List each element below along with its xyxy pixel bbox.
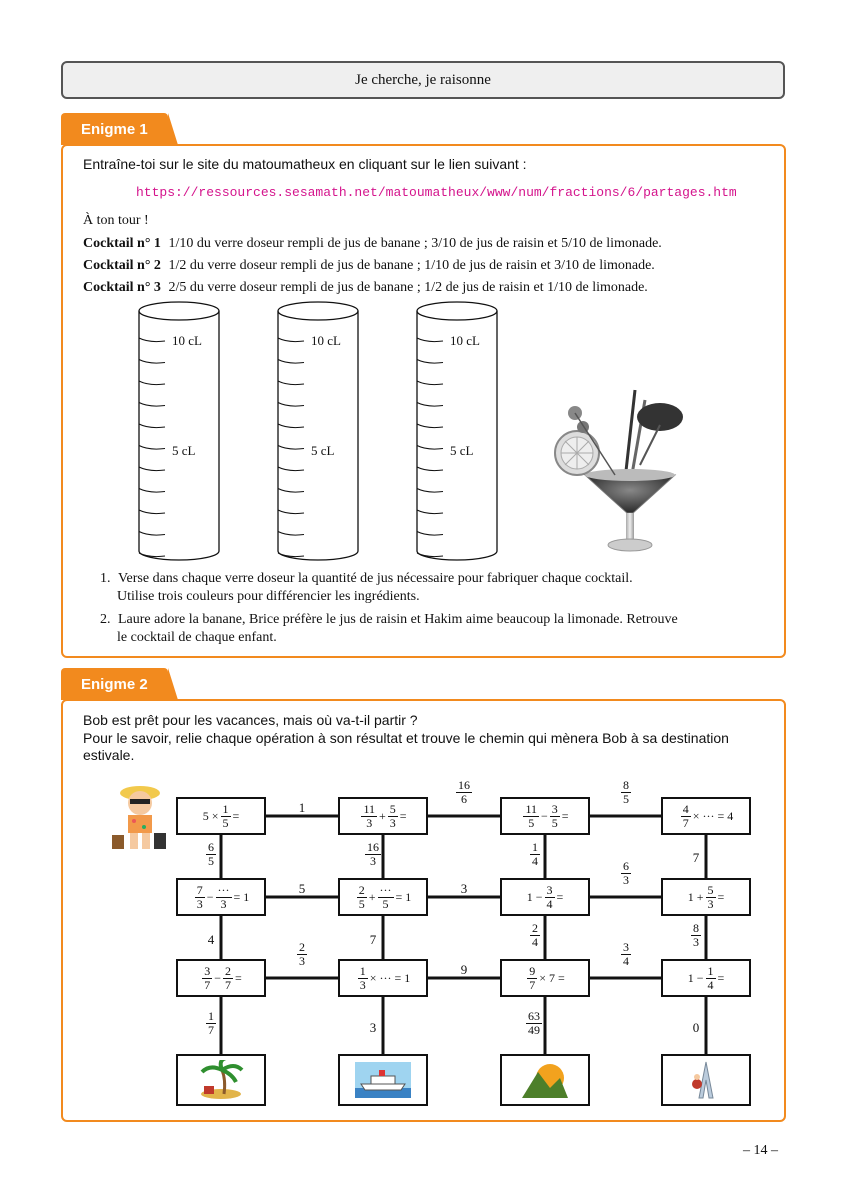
frac-num: ··· <box>217 882 230 897</box>
op-text: − <box>214 970 221 985</box>
edge-h2a: 5 <box>298 881 306 896</box>
op-r1c2[interactable] <box>338 797 428 835</box>
op-text: = <box>399 808 407 823</box>
op-text: + <box>368 889 376 904</box>
op-r2c3[interactable] <box>500 878 590 916</box>
op-text: = <box>232 808 240 823</box>
edge-v3a: $\frac{1}{7}$ <box>208 1009 214 1037</box>
destination-island[interactable] <box>176 1054 266 1106</box>
frac-den: 7 <box>225 977 231 992</box>
frac-den: 3 <box>196 896 203 911</box>
frac-den: 3 <box>389 815 396 830</box>
frac-num: 1 <box>359 963 366 978</box>
your-turn-text: À ton tour ! <box>83 213 149 228</box>
frac-den: 3 <box>359 977 366 992</box>
frac-den: 5 <box>222 815 229 830</box>
op-text: − <box>541 808 548 823</box>
edge-v3c: $\frac{63}{49}$ <box>528 1009 540 1037</box>
edge-h3c: $\frac{3}{4}$ <box>623 940 629 968</box>
frac-num: 9 <box>529 963 536 978</box>
frac-num: 2 <box>358 882 365 897</box>
op-r3c3[interactable] <box>500 959 590 997</box>
frac-num: 5 <box>707 882 714 897</box>
edge-v2c: $\frac{2}{4}$ <box>532 921 538 949</box>
frac-num: 1 <box>222 801 229 816</box>
page-title: Je cherche, je raisonne <box>355 71 491 88</box>
edge-h1c: $\frac{8}{5}$ <box>623 778 629 806</box>
frac-den: 5 <box>528 815 535 830</box>
frac-num: 7 <box>196 882 203 897</box>
frac-num: 2 <box>225 963 231 978</box>
op-text: = <box>717 970 725 985</box>
question-2-number: 2. <box>100 612 111 627</box>
op-r1c4[interactable] <box>661 797 751 835</box>
frac-num: 3 <box>546 882 553 897</box>
op-text: 1 − <box>526 889 543 904</box>
edge-h3b: 9 <box>460 962 468 977</box>
frac-num: 3 <box>551 801 558 816</box>
frac-num: 3 <box>204 963 211 978</box>
cylinder-1-label-5cl: 5 cL <box>172 443 196 458</box>
question-1-text-cont: Utilise trois couleurs pour différencier les ingrédients. <box>117 589 420 604</box>
cocktail-1-label: Cocktail n° 1 <box>83 236 161 251</box>
frac-num: 4 <box>682 801 689 816</box>
cruise-ship-icon <box>353 1060 413 1100</box>
frac-num: 11 <box>525 801 537 816</box>
edge-h1b: $\frac{16}{6}$ <box>458 778 470 806</box>
op-text: × 7 = <box>539 970 565 985</box>
enigme-1-tab-label: Enigme 1 <box>81 120 148 138</box>
frac-num: ··· <box>379 882 392 897</box>
edge-v1c: $\frac{1}{4}$ <box>532 840 538 868</box>
edge-v1d: 7 <box>692 850 700 865</box>
page-number: – 14 – <box>743 1143 778 1158</box>
frac-den: 3 <box>366 815 373 830</box>
enigme-1-intro: Entraîne-toi sur le site du matoumatheux en cliquant sur le lien suivant : <box>83 156 527 172</box>
cylinder-2-label-5cl: 5 cL <box>311 443 335 458</box>
cylinder-1-label-10cl: 10 cL <box>172 333 202 348</box>
frac-den: 5 <box>358 896 365 911</box>
op-text: − <box>206 889 214 904</box>
edge-v3b: 3 <box>369 1020 377 1035</box>
edge-v2a: 4 <box>207 932 215 947</box>
op-text: × ··· = 4 <box>692 808 734 823</box>
sun-mountain-icon <box>520 1058 570 1102</box>
op-r3c1[interactable] <box>176 959 266 997</box>
cocktail-2-label: Cocktail n° 2 <box>83 258 161 273</box>
edge-h2c: $\frac{6}{3}$ <box>623 859 629 887</box>
frac-den: 3 <box>707 896 714 911</box>
destination-cruise[interactable] <box>338 1054 428 1106</box>
cylinder-2-label-10cl: 10 cL <box>311 333 341 348</box>
edge-h2b: 3 <box>460 881 468 896</box>
enigme-2-intro-3: estivale. <box>83 747 135 763</box>
op-text: = <box>717 889 725 904</box>
edge-h1a: 1 <box>298 800 306 815</box>
op-text: = <box>561 808 569 823</box>
frac-den: 7 <box>682 815 689 830</box>
question-1-number: 1. <box>100 571 111 586</box>
op-text: 5 × <box>202 808 219 823</box>
frac-den: 4 <box>546 896 553 911</box>
palm-island-icon <box>196 1060 246 1100</box>
question-2-text-cont: le cocktail de chaque enfant. <box>117 630 277 645</box>
edge-v1a: $\frac{6}{5}$ <box>208 840 214 868</box>
edge-v2b: 7 <box>369 932 377 947</box>
enigme-2-intro-1: Bob est prêt pour les vacances, mais où va-t-il partir ? <box>83 712 418 728</box>
cocktail-2-text: 1/2 du verre doseur rempli de jus de banane ; 1/10 de jus de raisin et 3/10 de limonade. <box>168 258 655 273</box>
op-text: 1 − <box>687 970 704 985</box>
op-text: 1 + <box>687 889 704 904</box>
op-r2c1[interactable] <box>176 878 266 916</box>
frac-den: 7 <box>204 977 211 992</box>
cocktail-3-text: 2/5 du verre doseur rempli de jus de banane ; 1/2 de jus de raisin et 1/10 de limonade. <box>168 280 648 295</box>
frac-den: 7 <box>529 977 536 992</box>
cocktail-3-label: Cocktail n° 3 <box>83 280 161 295</box>
enigme-2-intro-2: Pour le savoir, relie chaque opération à son résultat et trouve le chemin qui mènera Bob à sa destination <box>83 730 729 746</box>
question-2-text: Laure adore la banane, Brice préfère le jus de raisin et Hakim aime beaucoup la limonade. Retrouve <box>118 612 678 627</box>
cylinder-3-label-10cl: 10 cL <box>450 333 480 348</box>
eiffel-tower-icon <box>681 1058 731 1102</box>
frac-den: 3 <box>220 896 227 911</box>
destination-paris[interactable] <box>661 1054 751 1106</box>
op-text: = 1 <box>233 889 250 904</box>
frac-den: 5 <box>382 896 389 911</box>
cylinder-3-label-5cl: 5 cL <box>450 443 474 458</box>
edge-v1b: $\frac{16}{3}$ <box>367 840 379 868</box>
op-text: = 1 <box>395 889 412 904</box>
op-r1c3[interactable] <box>500 797 590 835</box>
op-text: + <box>379 808 386 823</box>
matoumatheux-link[interactable]: https://ressources.sesamath.net/matoumatheux/www/num/fractions/6/partages.htm <box>136 185 737 200</box>
enigme-2-tab-label: Enigme 2 <box>81 675 148 693</box>
cocktail-1-text: 1/10 du verre doseur rempli de jus de banane ; 3/10 de jus de raisin et 5/10 de limonade. <box>168 236 662 251</box>
frac-num: 5 <box>389 801 396 816</box>
destination-sun-mountain[interactable] <box>500 1054 590 1106</box>
frac-den: 5 <box>551 815 558 830</box>
edge-v3d: 0 <box>692 1020 700 1035</box>
op-text: × ··· = 1 <box>369 970 411 985</box>
edge-v2d: $\frac{8}{3}$ <box>693 921 699 949</box>
op-r2c2[interactable] <box>338 878 428 916</box>
edge-h3a: $\frac{2}{3}$ <box>299 940 305 968</box>
op-r1c1[interactable] <box>176 797 266 835</box>
op-r2c4[interactable] <box>661 878 751 916</box>
question-1-text: Verse dans chaque verre doseur la quantité de jus nécessaire pour fabriquer chaque cocktail. <box>118 571 633 586</box>
op-r3c2[interactable] <box>338 959 428 997</box>
frac-num: 11 <box>363 801 375 816</box>
frac-num: 1 <box>707 963 714 978</box>
frac-den: 4 <box>707 977 714 992</box>
op-r3c4[interactable] <box>661 959 751 997</box>
op-text: = <box>556 889 564 904</box>
op-text: = <box>235 970 242 985</box>
